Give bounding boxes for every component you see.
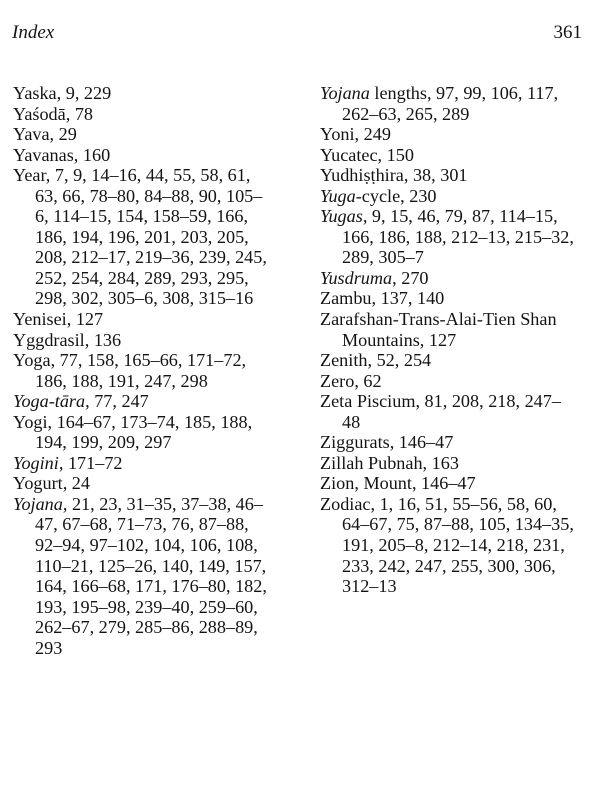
index-entry [320,432,600,453]
index-column-left [13,83,298,658]
index-entry-continuation [35,288,298,309]
index-entry-line [320,391,600,412]
entry-text: Yenisei, 127 [13,309,104,330]
index-entry-line [320,206,600,227]
index-entry-continuation [35,597,298,618]
entry-text: 92–94, 97–102, 104, 106, 108, [35,535,258,556]
entry-text: Zenith, 52, 254 [320,350,432,371]
index-entry [320,206,600,268]
entry-text: Yoga, 77, 158, 165–66, 171–72, [13,350,247,371]
index-entry-line [13,391,298,412]
index-entry [320,288,600,309]
index-entry-continuation [35,617,298,638]
index-entry-continuation [342,514,600,535]
index-entry [13,330,298,351]
index-entry [13,165,298,309]
index-entry-line [13,83,298,104]
entry-text: 6, 114–15, 154, 158–59, 166, [35,206,249,227]
entry-text: , 21, 23, 31–35, 37–38, 46– [62,493,263,514]
index-entry-continuation [342,556,600,577]
italic-term: Yugas [320,206,363,227]
index-entry-continuation [35,535,298,556]
index-entry-line [320,370,600,392]
index-entry-line [320,288,600,309]
index-entry [13,412,298,453]
entry-text: Mountains, 127 [342,329,457,350]
entry-text: 191, 205–8, 212–14, 218, 231, [342,535,565,556]
index-entry-line [320,83,600,104]
index-entry [13,104,298,125]
entry-text: 64–67, 75, 87–88, 105, 134–35, [342,514,574,535]
index-entry-continuation [35,186,298,207]
entry-text: Zion, Mount, 146–47 [320,473,476,494]
index-entry-line [320,124,600,145]
index-entry-line [320,185,600,207]
index-entry [13,350,298,391]
entry-text: 252, 254, 284, 289, 293, 295, [35,267,249,288]
index-entry-continuation [342,227,600,248]
entry-text: Yava, 29 [13,124,77,145]
index-entry [13,124,298,145]
entry-text: Yavanas, 160 [13,144,111,165]
entry-text: 312–13 [342,576,397,597]
index-entry-continuation [35,514,298,535]
index-entry-continuation [342,535,600,556]
entry-text: Yggdrasil, 136 [13,329,122,350]
index-entry-line [320,267,600,289]
entry-text: 186, 188, 191, 247, 298 [35,370,208,391]
entry-text: 194, 199, 209, 297 [35,432,172,453]
index-entry [320,309,600,350]
entry-text: Zeta Piscium, 81, 208, 218, 247– [320,391,561,412]
index-entry-continuation [342,330,600,351]
entry-text: 63, 66, 78–80, 84–88, 90, 105– [35,185,263,206]
index-entry-continuation [35,206,298,227]
index-entry [13,309,298,330]
index-entry-line [320,473,600,494]
index-entry-continuation [35,247,298,268]
entry-text: , 171–72 [58,452,123,473]
entry-text: 166, 186, 188, 212–13, 215–32, [342,226,574,247]
index-entry-line [13,350,298,371]
entry-text: Year, 7, 9, 14–16, 44, 55, 58, 61, [13,165,251,186]
entry-text: Zero, 62 [320,370,382,391]
entry-text: Zodiac, 1, 16, 51, 55–56, 58, 60, [320,493,557,514]
index-entry-continuation [35,432,298,453]
italic-term: Yusdruma [320,267,393,288]
entry-text: Ziggurats, 146–47 [320,432,454,453]
entry-text: 164, 166–68, 171, 176–80, 182, [35,576,267,597]
index-entry [320,494,600,597]
index-entry [320,473,600,494]
italic-term: Yojana [320,83,370,103]
entry-text: Yudhiṣṭhira, 38, 301 [320,165,468,186]
index-entry [320,124,600,145]
entry-text: , 9, 15, 46, 79, 87, 114–15, [362,206,558,227]
index-entry [320,371,600,392]
entry-text: 289, 305–7 [342,247,424,268]
index-entry-continuation [35,371,298,392]
index-entry [320,350,600,371]
italic-term: Yogini [13,452,59,473]
index-entry-line [13,411,298,433]
entry-text: 298, 302, 305–6, 308, 315–16 [35,288,254,309]
entry-text: 262–67, 279, 285–86, 288–89, [35,617,258,638]
index-entry [320,165,600,186]
index-entry [13,391,298,412]
index-entry-line [13,103,298,125]
entry-text: -cycle, 230 [355,185,437,206]
entry-text: , 77, 247 [85,391,149,412]
italic-term: Yoga-tāra [13,391,86,412]
index-entry-line [13,493,298,515]
entry-text: Zarafshan-Trans-Alai-Tien Shan [320,309,557,330]
entry-text: Yoni, 249 [320,124,391,145]
entry-text: Yucatec, 150 [320,144,414,165]
index-entry-line [13,329,298,351]
index-entry-line [13,165,298,186]
index-entry [13,145,298,166]
index-entry [13,494,298,658]
index-entry [13,83,298,104]
entry-text: , 270 [392,267,429,288]
entry-text: 293 [35,637,63,658]
entry-text: 110–21, 125–26, 140, 149, 157, [35,555,267,576]
entry-text: 193, 195–98, 239–40, 259–60, [35,596,258,617]
index-entry [320,145,600,166]
entry-text: 233, 242, 247, 255, 300, 306, [342,555,556,576]
index-entry-line [320,144,600,166]
index-entry-continuation [35,268,298,289]
index-entry-line [320,493,600,515]
header-title: Index [12,22,55,43]
entry-text: 262–63, 265, 289 [342,103,470,124]
index-entry-line [320,452,600,474]
index-entry-continuation [35,227,298,248]
entry-text: 48 [342,411,361,432]
entry-text: 208, 212–17, 219–36, 239, 245, [35,247,267,268]
running-header [12,22,582,52]
entry-text: lengths, 97, 99, 106, 117, [369,83,559,103]
entry-text: Yaska, 9, 229 [13,83,112,103]
index-entry [320,186,600,207]
index-entry-line [320,350,600,371]
entry-text: Yogi, 164–67, 173–74, 185, 188, [13,411,253,432]
index-entry [320,83,600,124]
index-entry-continuation [342,576,600,597]
entry-text: Zillah Pubnah, 163 [320,452,459,473]
index-entry [320,391,600,432]
index-entry-continuation [35,576,298,597]
index-entry-line [13,473,298,494]
index-entry-line [13,124,298,145]
index-entry-continuation [35,638,298,659]
index-entry-line [13,452,298,474]
index-column-right [320,83,600,597]
entry-text: Yogurt, 24 [13,473,90,494]
italic-term: Yojana [13,493,63,514]
index-entry-line [320,432,600,453]
entry-text: 47, 67–68, 71–73, 76, 87–88, [35,514,249,535]
index-entry-line [13,309,298,330]
index-entry [320,268,600,289]
italic-term: Yuga [320,185,356,206]
index-entry-line [320,165,600,186]
entry-text: Zambu, 137, 140 [320,288,445,309]
page-number: 361 [553,22,582,43]
entry-text: 186, 194, 196, 201, 203, 205, [35,226,249,247]
index-entry [13,453,298,474]
index-entry-line [13,144,298,166]
index-entry [13,473,298,494]
index-entry-continuation [342,104,600,125]
index-entry-continuation [35,556,298,577]
index-entry-continuation [342,412,600,433]
index-entry-continuation [342,247,600,268]
entry-text: Yaśodā, 78 [13,103,94,124]
index-entry [320,453,600,474]
index-entry-line [320,309,600,330]
